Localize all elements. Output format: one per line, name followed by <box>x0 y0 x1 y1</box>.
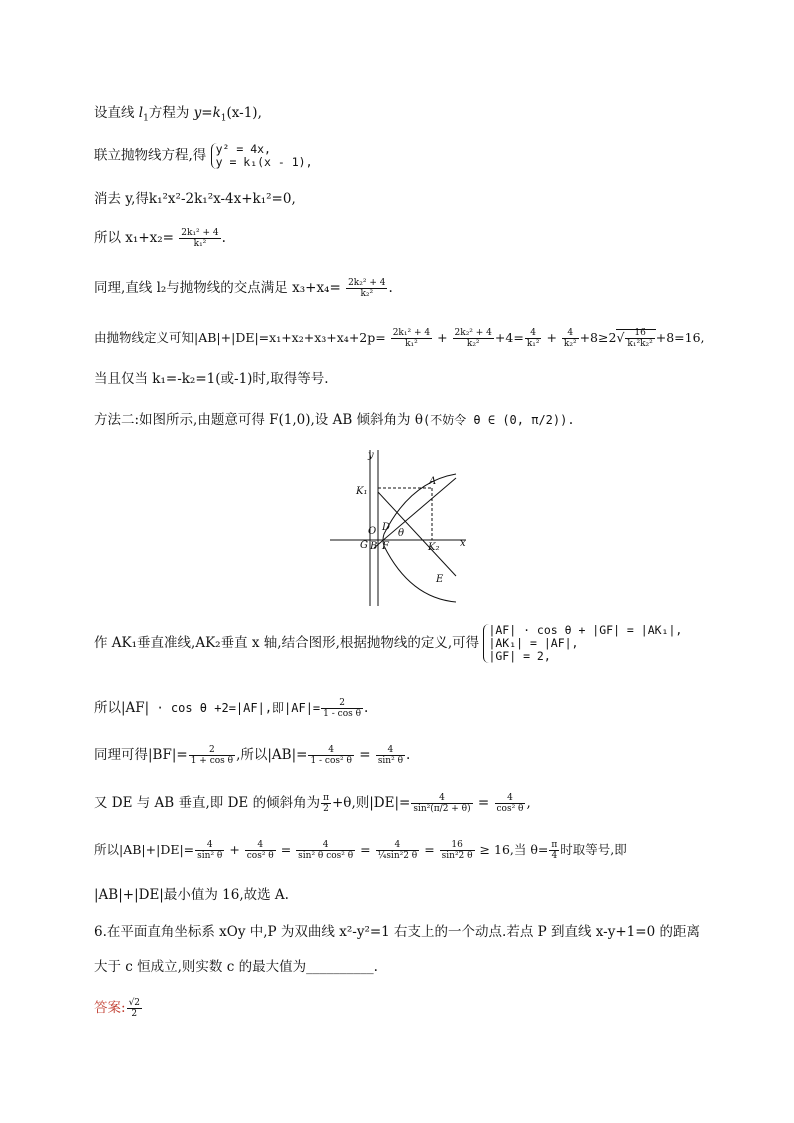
denominator: 4 <box>549 850 559 861</box>
fraction <box>179 228 220 249</box>
fraction <box>321 793 331 814</box>
text: = <box>276 842 296 857</box>
denominator: sin² θ <box>377 756 403 766</box>
fraction <box>525 328 542 349</box>
equation-row: |AK₁| = |AF|, <box>488 636 579 650</box>
parabola-figure <box>326 448 472 610</box>
equation-row: y² = 4x, <box>215 142 271 156</box>
denominator: k₁² <box>179 238 220 249</box>
equation-row: |GF| = 2, <box>488 649 551 663</box>
text-line-3 <box>94 189 296 209</box>
fraction <box>453 328 494 349</box>
var: y=k <box>193 105 221 121</box>
text: 作 AK₁垂直准线,AK₂垂直 x 轴,结合图形,根据抛物线的定义,可得 <box>94 635 480 651</box>
text: 同理,直线 l₂与抛物线的交点满足 x₃+x₄= <box>94 280 341 296</box>
text: = <box>473 795 494 811</box>
text: +θ,则|DE|= <box>332 795 411 811</box>
text: 消去 y,得 <box>94 191 149 207</box>
text-line-2 <box>94 143 313 169</box>
denominator: sin² θ cos² θ <box>298 851 354 861</box>
text: 时取等号,即 <box>560 842 627 857</box>
text: +8≥2 <box>579 330 617 345</box>
fraction <box>376 745 405 766</box>
label-O: O <box>368 526 377 537</box>
text: +8=16, <box>655 330 705 345</box>
label-F: F <box>382 541 389 552</box>
fraction <box>308 745 353 766</box>
label-B: B <box>370 541 378 552</box>
text-line-4 <box>94 228 226 249</box>
text: . <box>364 700 369 716</box>
fraction <box>411 793 472 814</box>
fraction <box>391 328 432 349</box>
numerator: 16 <box>634 328 646 338</box>
fraction <box>346 278 387 299</box>
text-line-11 <box>94 745 410 766</box>
numerator: √2 <box>128 998 141 1008</box>
text: 方法二:如图所示,由题意可得 F(1,0),设 AB 倾斜角为 θ <box>94 412 423 428</box>
denominator: 1 - cos² θ <box>310 756 352 766</box>
text: 由抛物线定义可知|AB|+|DE|=x₁+x₂+x₃+x₄+2p= <box>94 330 386 345</box>
numerator: 4 <box>322 840 329 850</box>
denominator: 1 - cos θ <box>323 709 362 719</box>
numerator: 2k₂² + 4 <box>454 328 492 338</box>
text: , <box>526 795 531 811</box>
numerator: π <box>551 840 558 850</box>
label-x: x <box>460 538 466 549</box>
question-6-line-2 <box>94 957 378 977</box>
fraction <box>549 840 559 861</box>
text: . <box>221 230 226 246</box>
text: 所以|AB|+|DE|= <box>94 842 195 857</box>
fraction <box>625 328 654 349</box>
text: (x-1), <box>226 105 262 121</box>
label-K1: K₁ <box>356 486 368 497</box>
text: 当且仅当 k₁=-k₂=1(或-1)时,取得等号. <box>94 371 329 387</box>
fraction <box>321 698 363 719</box>
text: 大于 c 恒成立,则实数 c 的最大值为 <box>94 959 307 975</box>
answer-blank: __________ <box>306 959 374 975</box>
denominator: sin²2 θ <box>441 851 473 861</box>
sub: 1 <box>143 113 149 124</box>
text: . <box>388 280 393 296</box>
numerator: 2 <box>339 698 345 708</box>
numerator: 4 <box>507 793 513 803</box>
equation: k₁²x²-2k₁²x-4x+k₁²=0, <box>148 191 296 207</box>
denominator: k₂² <box>563 339 577 349</box>
label-G: G <box>360 540 368 551</box>
numerator: 16 <box>451 840 463 850</box>
question-6-line-1 <box>94 922 700 942</box>
text: 6.在平面直角坐标系 xOy 中,P 为双曲线 x²-y²=1 右支上的一个动点.若点 P 到直线 x-y+1=0 的距离 <box>94 924 700 940</box>
numerator: 2k₁² + 4 <box>392 328 431 338</box>
numerator: 4 <box>530 328 537 338</box>
fraction <box>189 745 235 766</box>
text: . <box>406 747 411 763</box>
text: + <box>433 330 452 345</box>
numerator: 2k₂² + 4 <box>348 278 386 288</box>
denominator: k₁² <box>526 339 540 349</box>
sub: 1 <box>220 113 227 124</box>
text-line-6 <box>94 328 705 349</box>
numerator: 4 <box>394 840 401 850</box>
fraction <box>195 840 224 861</box>
numerator: 2k₁² + 4 <box>181 228 219 238</box>
text-line-10 <box>94 698 368 719</box>
label-E: E <box>436 574 444 585</box>
equation-system <box>483 624 682 663</box>
label-K2: K₂ <box>428 542 440 553</box>
text: = <box>356 842 375 857</box>
text: 方程为 <box>148 105 194 121</box>
denominator: 2 <box>321 803 331 814</box>
label-y: y <box>368 450 374 461</box>
text: ≥ 16,当 θ= <box>475 842 549 857</box>
numerator: 4 <box>567 328 574 338</box>
text-line-13 <box>94 840 627 861</box>
denominator: 1 + cos θ <box>190 756 234 766</box>
text-line-7 <box>94 369 329 389</box>
text-line-12 <box>94 793 531 814</box>
text: ,所以|AB|= <box>236 747 308 763</box>
text: · cos θ +2=|AF|,即|AF|= <box>149 701 321 715</box>
fraction <box>296 840 355 861</box>
text: 设直线 <box>94 105 139 121</box>
denominator: k₁²k₂² <box>627 339 653 349</box>
numerator: 4 <box>257 840 264 850</box>
numerator: 4 <box>387 745 394 755</box>
equation-row: |AF| · cos θ + |GF| = |AK₁|, <box>488 623 683 637</box>
text: + <box>542 330 561 345</box>
text: (不妨令 θ ∈ (0, π/2)). <box>422 413 575 427</box>
text: 同理可得|BF|= <box>94 747 188 763</box>
text-line-8 <box>94 410 575 430</box>
equation-system <box>211 143 313 169</box>
text: +4= <box>494 330 524 345</box>
answer-label: 答案: <box>94 1000 126 1016</box>
label-A: A <box>429 476 437 487</box>
text: 所以 x₁+x₂= <box>94 230 174 246</box>
text: = <box>354 747 375 763</box>
fraction <box>376 840 420 861</box>
denominator: sin² θ <box>197 851 223 861</box>
parabola-curve <box>383 474 456 602</box>
text: |AB|+|DE|最小值为 16,故选 A. <box>94 887 289 903</box>
denominator: cos² θ <box>246 851 274 861</box>
denominator: k₂² <box>346 288 387 299</box>
denominator: cos² θ <box>496 804 524 814</box>
label-theta: θ <box>398 528 405 539</box>
denominator: ¼sin²2 θ <box>377 851 418 861</box>
sqrt: √ $\frac{16}{\text{k₁²k₂²}}$ <box>616 329 655 345</box>
text: 所以|AF| <box>94 700 150 716</box>
numerator: 4 <box>439 793 445 803</box>
denominator: sin²(π/2 + θ) <box>413 804 471 814</box>
label-D: D <box>382 522 391 533</box>
equation-row: y = k₁(x - 1), <box>215 155 313 169</box>
text-line-5 <box>94 278 393 299</box>
denominator: 2 <box>127 1008 142 1019</box>
fraction <box>562 328 579 349</box>
fraction <box>440 840 475 861</box>
numerator: π <box>323 793 329 803</box>
text: 又 DE 与 AB 垂直,即 DE 的倾斜角为 <box>94 795 321 811</box>
text: 联立抛物线方程,得 <box>94 147 207 164</box>
text-line-1 <box>94 103 262 129</box>
answer-fraction <box>127 998 142 1019</box>
numerator: 4 <box>206 840 213 850</box>
numerator: 4 <box>328 745 335 755</box>
fraction <box>495 793 526 814</box>
var: l <box>138 105 144 121</box>
text: + <box>225 842 244 857</box>
fraction <box>245 840 276 861</box>
text: . <box>373 959 378 975</box>
text: = <box>420 842 439 857</box>
text-line-9 <box>94 624 682 663</box>
answer-line <box>94 998 143 1019</box>
denominator: k₂² <box>453 338 494 349</box>
numerator: 2 <box>209 745 215 755</box>
text-line-14 <box>94 885 289 905</box>
denominator: k₁² <box>391 338 432 349</box>
